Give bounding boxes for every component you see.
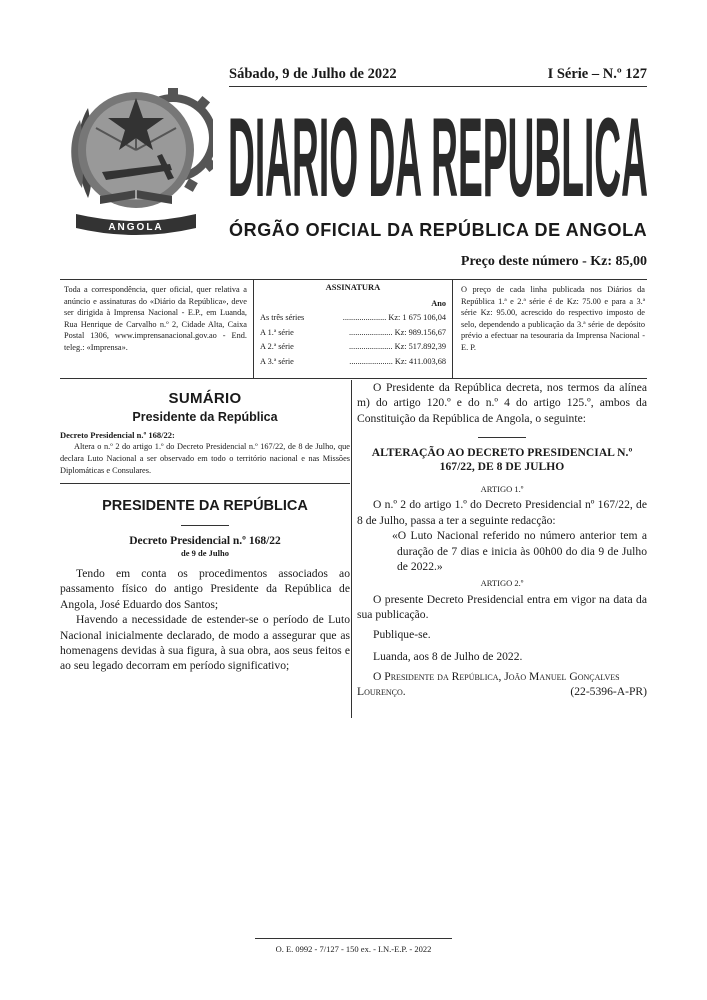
issue-date: Sábado, 9 de Julho de 2022	[229, 66, 397, 82]
decree-date: de 9 de Julho	[181, 548, 229, 558]
right-column	[357, 380, 647, 699]
summary-title: SUMÁRIO	[168, 390, 242, 407]
footer-code: O. E. 0992 - 7/127 - 150 ex. - I.N.-E.P. - 2022	[275, 944, 432, 954]
subscription-row-label: A 3.ª série	[260, 356, 294, 366]
section-heading: PRESIDENTE DA REPÚBLICA	[102, 498, 308, 514]
decree-intro: O Presidente da República decreta, nos termos da alínea m) do artigo 120.º e do n.º 4 do artigo 125.º, ambos da Constituição da República de Angola, o seguinte:	[357, 381, 647, 425]
decree-title: Decreto Presidencial n.º 168/22	[129, 535, 281, 547]
subscription-row-value: ..................... Kz: 1 675 106,04	[342, 313, 446, 323]
issue-number: I Série – N.º 127	[547, 66, 647, 82]
pricing-notice: O preço de cada linha publicada nos Diários da República 1.ª e 2.ª série é de Kz: 75.00 e para a 3.ª série Kz: 95.00, acrescido do respectivo imposto de selo, dependendo a publicação da 3.ª série de depósito prévio a efectuar na tesouraria da Imprensa Nacional - E. P.	[461, 285, 645, 352]
reference-code: (22-5396-A-PR)	[570, 684, 647, 698]
publication-title	[226, 112, 651, 204]
subscription-row	[260, 341, 446, 353]
decree-paragraph: Havendo a necessidade de estender-se o período de Luto Nacional inicialmente declarado, de modo a assegurar que as homenagens devidas à sua figura, à sua obra, aos seus feitos e ao seu legado decorram em período significativo;	[60, 613, 350, 673]
coat-of-arms-emblem	[58, 68, 213, 240]
subscription-heading: ASSINATURA	[325, 282, 381, 292]
left-column	[60, 380, 350, 674]
publication-title-text: DIÁRIO DA REPÚBLICA	[228, 112, 648, 204]
issue-price: Preço deste número - Kz: 85,00	[460, 254, 647, 269]
place-date: Luanda, aos 8 de Julho de 2022.	[373, 650, 523, 664]
summary-decree-text: Altera o n.º 2 do artigo 1.º do Decreto Presidencial n.º 167/22, de 8 de Julho, que declara Luto Nacional a ser observado em todo o território nacional e nas Missões Diplomáticas e Consulares.	[60, 442, 350, 475]
article-1-text: O n.º 2 do artigo 1.º do Decreto Presidencial nº 167/22, de 8 de Julho, passa a ter a seguinte redacção:	[357, 498, 647, 527]
article-2-text: O presente Decreto Presidencial entra em vigor na data da sua publicação.	[357, 592, 647, 622]
short-divider	[478, 437, 526, 438]
subscription-row-value: ..................... Kz: 411.003,68	[349, 356, 446, 366]
article-2-heading: ARTIGO 2.º	[480, 578, 524, 589]
signature-surname: Lourenço.	[357, 684, 406, 698]
section-divider	[60, 483, 350, 484]
subscription-row-label: A 1.ª série	[260, 327, 294, 337]
header-rule	[229, 86, 647, 87]
signature-row	[357, 684, 647, 699]
column-divider	[351, 380, 352, 718]
decree-paragraph: Tendo em conta os procedimentos associados ao passamento físico do antigo Presidente da República de Angola, José Eduardo dos Santos;	[60, 567, 350, 611]
subscription-row	[260, 327, 446, 339]
article-1-quote: «O Luto Nacional referido no número anterior tem a duração de 7 dias e inicia às 00h00 do dia 9 de Julho de 2022.»	[392, 529, 647, 574]
signature-line: O Presidente da República, João Manuel Gonçalves	[373, 669, 620, 683]
article-1-heading: ARTIGO 1.º	[480, 484, 524, 495]
summary-decree-label: Decreto Presidencial n.º 168/22:	[60, 430, 175, 440]
subscription-row-label: As três séries	[260, 313, 305, 323]
publication-subtitle: ÓRGÃO OFICIAL DA REPÚBLICA DE ANGOLA	[229, 220, 648, 240]
subscription-table	[253, 280, 453, 378]
correspondence-notice: Toda a correspondência, quer oficial, quer relativa a anúncio e assinaturas do «Diário da República», deve ser dirigida à Imprensa Nacional - E.P., em Luanda, Rua Henrique de Carvalho n.º 2, Cidade Alta, Caixa Postal 1306, www.imprensanacional.gov.ao - End. teleg.: «Imprensa».	[64, 285, 247, 352]
subscription-year-label: Ano	[431, 298, 446, 308]
summary-section-heading: Presidente da República	[132, 410, 278, 424]
info-box	[60, 279, 647, 379]
svg-text:ANGOLA: ANGOLA	[108, 222, 164, 233]
subscription-row-label: A 2.ª série	[260, 342, 294, 352]
publish-order: Publique-se.	[373, 627, 431, 641]
subscription-row-value: ..................... Kz: 989.156,67	[348, 327, 446, 337]
subscription-row	[260, 356, 446, 368]
subscription-row	[260, 312, 446, 324]
footer-rule	[255, 938, 452, 939]
subscription-row-value: ..................... Kz: 517.892,39	[348, 342, 446, 352]
short-divider	[181, 525, 229, 526]
alteration-title: ALTERAÇÃO AO DECRETO PRESIDENCIAL N.º 167/22, DE 8 DE JULHO	[371, 446, 633, 473]
